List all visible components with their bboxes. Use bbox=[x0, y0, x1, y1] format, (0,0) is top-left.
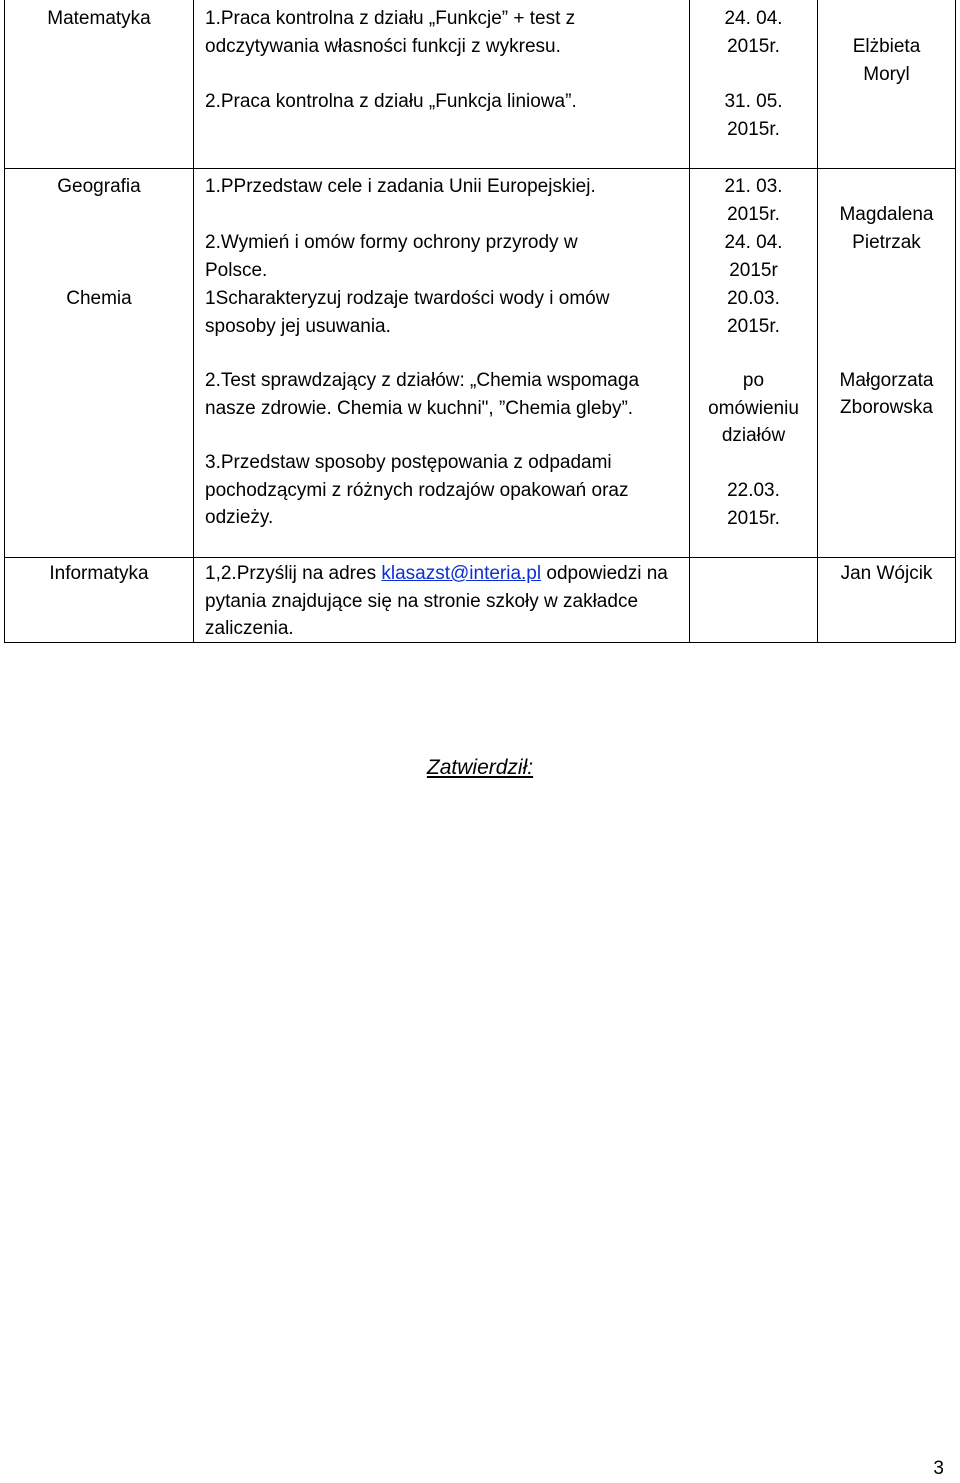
teacher-cell: Elżbieta bbox=[852, 36, 921, 57]
subject-cell: Matematyka bbox=[47, 8, 151, 29]
table-col-divider bbox=[193, 0, 194, 643]
approval-label: Zatwierdził: bbox=[426, 756, 534, 779]
date-cell: 20.03. bbox=[727, 288, 780, 309]
page-number: 3 bbox=[933, 1458, 944, 1479]
teacher-cell: Magdalena bbox=[839, 204, 934, 225]
date-cell: 31. 05. bbox=[724, 91, 783, 112]
date-cell: omówieniu bbox=[708, 398, 799, 419]
task-cell: 2.Test sprawdzający z działów: „Chemia wspomaga nasze zdrowie. Chemia w kuchni", ”Chemia gleby”. bbox=[205, 370, 640, 419]
table-border-right bbox=[955, 0, 956, 643]
teacher-cell: Jan Wójcik bbox=[840, 563, 933, 584]
table-col-divider bbox=[817, 0, 818, 643]
subject-cell: Chemia bbox=[66, 288, 132, 309]
table-border-left bbox=[4, 0, 5, 643]
date-cell: po bbox=[742, 370, 765, 391]
date-cell: 21. 03. bbox=[724, 176, 783, 197]
task-cell: 1.PPrzedstaw cele i zadania Unii Europejskiej. bbox=[205, 176, 596, 197]
teacher-cell: Zborowska bbox=[840, 397, 933, 418]
subject-cell: Informatyka bbox=[49, 563, 149, 584]
table-row-divider bbox=[4, 557, 956, 558]
teacher-cell: Małgorzata bbox=[839, 370, 934, 391]
email-link[interactable]: klasazst@interia.pl bbox=[381, 563, 542, 584]
task-text: 1,2.Przyślij na adres bbox=[205, 563, 382, 584]
task-cell: 1.Praca kontrolna z działu „Funkcje” + test z odczytywania własności funkcji z wykresu. bbox=[205, 8, 576, 57]
teacher-cell: Pietrzak bbox=[852, 232, 921, 253]
date-cell: 22.03. bbox=[727, 480, 780, 501]
date-cell: 2015r. bbox=[727, 204, 780, 225]
task-cell: 3.Przedstaw sposoby postępowania z odpadami pochodzącymi z różnych rodzajów opakowań oraz odzieży. bbox=[205, 452, 629, 528]
date-cell: 2015r. bbox=[727, 119, 780, 140]
task-cell bbox=[205, 560, 683, 643]
date-cell: 2015r. bbox=[727, 36, 780, 57]
date-cell: 2015r. bbox=[727, 508, 780, 529]
task-cell: 2.Praca kontrolna z działu „Funkcja liniowa”. bbox=[205, 91, 577, 112]
task-cell: 2.Wymień i omów formy ochrony przyrody w Polsce. bbox=[205, 232, 578, 281]
task-cell: 1Scharakteryzuj rodzaje twardości wody i omów sposoby jej usuwania. bbox=[205, 288, 610, 337]
table-row-divider bbox=[4, 168, 956, 169]
date-cell: 2015r bbox=[729, 260, 778, 281]
date-cell: 24. 04. bbox=[724, 8, 783, 29]
teacher-cell: Moryl bbox=[863, 64, 910, 85]
task-text: odpowiedzi na pytania znajdujące się na stronie szkoły w zakładce zaliczenia. bbox=[205, 563, 668, 639]
date-cell: 2015r. bbox=[727, 316, 780, 337]
subject-cell: Geografia bbox=[57, 176, 141, 197]
date-cell: 24. 04. bbox=[724, 232, 783, 253]
date-cell: działów bbox=[721, 425, 786, 446]
